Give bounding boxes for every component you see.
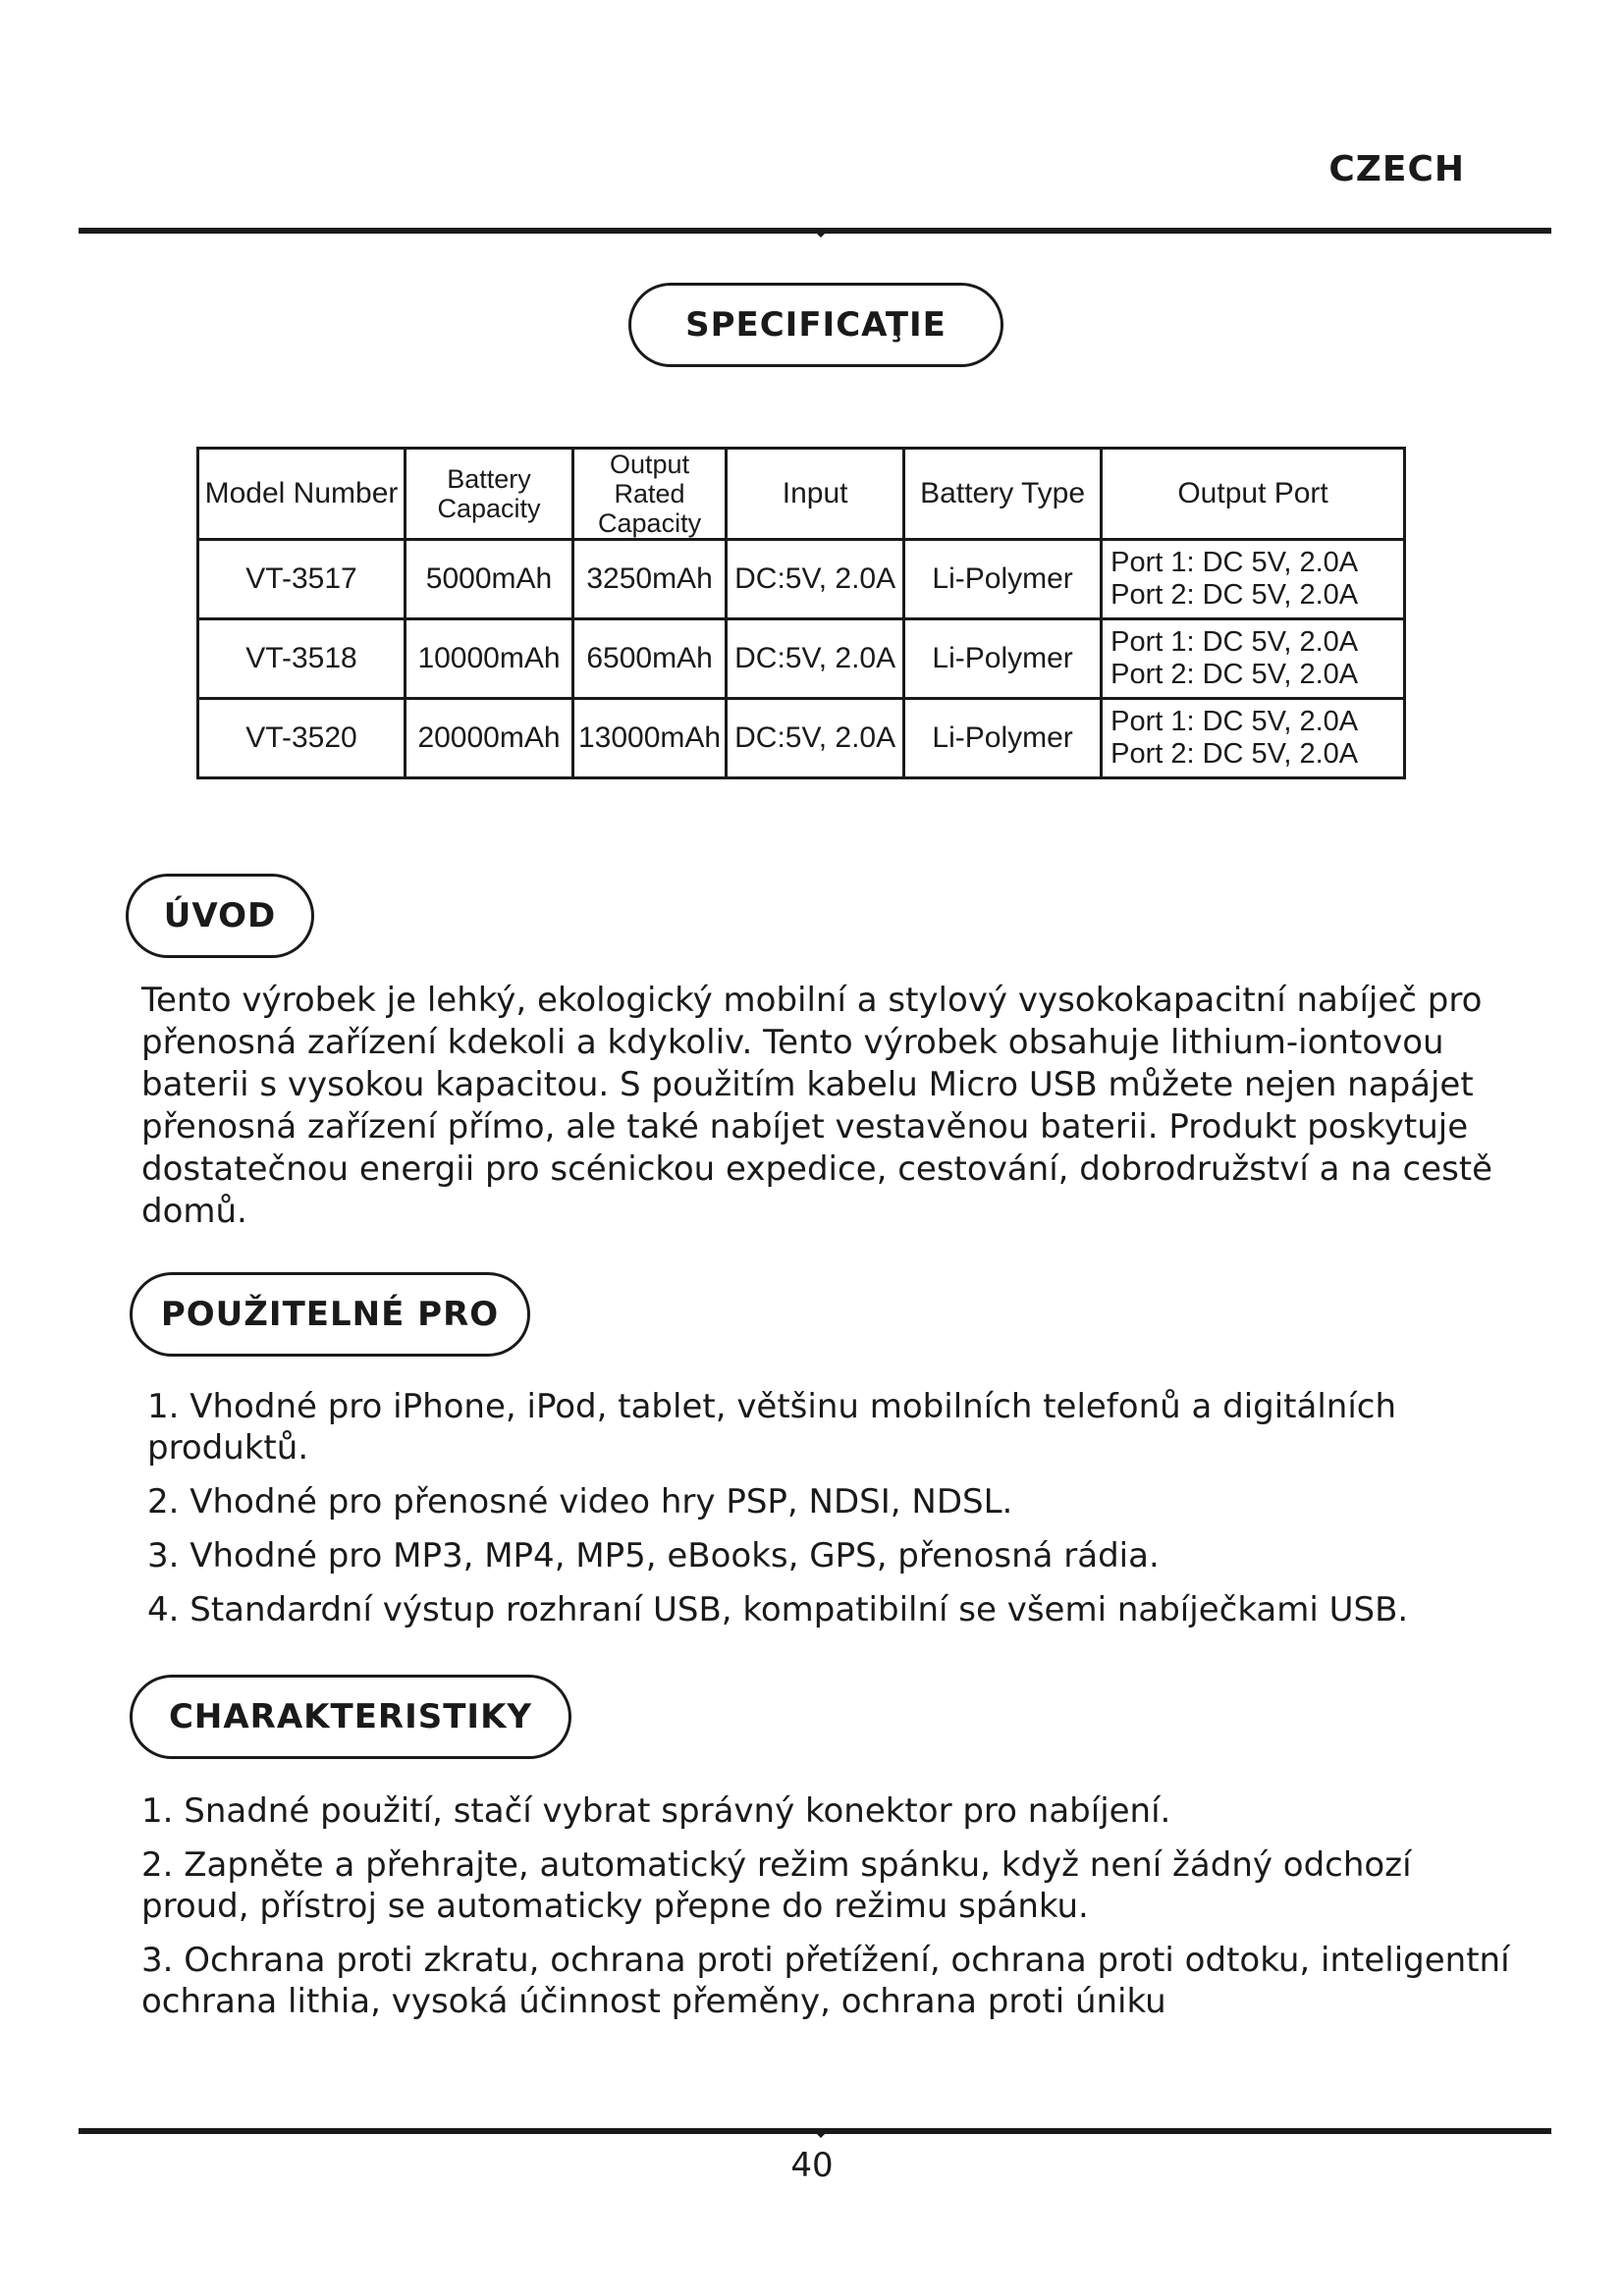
cell-rated: 13000mAh [573, 699, 727, 778]
port-1: Port 1: DC 5V, 2.0A [1110, 706, 1359, 737]
cell-type: Li-Polymer [904, 699, 1102, 778]
port-1: Port 1: DC 5V, 2.0A [1110, 547, 1359, 578]
cell-rated: 3250mAh [573, 540, 727, 619]
cell-output-port [1102, 619, 1405, 699]
table-row [198, 619, 1405, 699]
cell-output-port [1102, 540, 1405, 619]
col-input: Input [727, 449, 904, 540]
page-number: 40 [790, 2146, 834, 2185]
pouzitelne-list [147, 1386, 1522, 1643]
list-item: 2. Vhodné pro přenosné video hry PSP, NDSI, NDSL. [147, 1482, 1013, 1522]
port-1: Port 1: DC 5V, 2.0A [1110, 626, 1359, 658]
list-item: 1. Vhodné pro iPhone, iPod, tablet, většinu mobilních telefonů a digitálních produktů. [147, 1387, 1397, 1468]
cell-model: VT-3520 [198, 699, 406, 778]
cell-capacity: 20000mAh [406, 699, 573, 778]
col-battery-capacity: Battery Capacity [406, 449, 573, 540]
col-output-port: Output Port [1102, 449, 1405, 540]
cell-type: Li-Polymer [904, 619, 1102, 699]
charakteristiky-list [141, 1790, 1516, 2035]
port-2: Port 2: DC 5V, 2.0A [1110, 579, 1359, 611]
port-2: Port 2: DC 5V, 2.0A [1110, 738, 1359, 770]
cell-capacity: 10000mAh [406, 619, 573, 699]
language-label: CZECH [1328, 149, 1465, 189]
table-row [198, 540, 1405, 619]
cell-input: DC:5V, 2.0A [727, 540, 904, 619]
list-item: 1. Snadné použití, stačí vybrat správný konektor pro nabíjení. [141, 1791, 1171, 1831]
bottom-divider [79, 2128, 1551, 2134]
list-item: 2. Zapněte a přehrajte, automatický režim spánku, když není žádný odchozí proud, přístroj se automaticky přepne do režimu spánku. [141, 1845, 1412, 1926]
list-item: 3. Ochrana proti zkratu, ochrana proti přetížení, ochrana proti odtoku, inteligentní ochrana lithia, vysoká účinnost přeměny, ochrana proti úniku [141, 1941, 1510, 2021]
section-title-charakteristiky: CHARAKTERISTIKY [130, 1675, 571, 1759]
section-title-pouzitelne: POUŽITELNÉ PRO [130, 1272, 530, 1357]
specification-table [196, 447, 1406, 779]
section-title-specification: SPECIFICAŢIE [628, 283, 1003, 367]
col-model-number: Model Number [198, 449, 406, 540]
cell-input: DC:5V, 2.0A [727, 619, 904, 699]
cell-model: VT-3518 [198, 619, 406, 699]
cell-output-port [1102, 699, 1405, 778]
cell-model: VT-3517 [198, 540, 406, 619]
section-title-uvod: ÚVOD [126, 874, 314, 958]
cell-rated: 6500mAh [573, 619, 727, 699]
col-battery-type: Battery Type [904, 449, 1102, 540]
uvod-paragraph: Tento výrobek je lehký, ekologický mobilní a stylový vysokokapacitní nabíječ pro přenosná zařízení kdekoli a kdykoliv. Tento výrobek obsahuje lithium-iontovou baterii s vysokou kapacitou. S použitím kabelu Micro USB můžete nejen napájet přenosná zařízení přímo, ale také nabíjet vestavěnou baterii. Produkt poskytuje dostatečnou energii pro scénickou expedice, cestování, dobrodružství a na cestě domů. [141, 981, 1493, 1231]
list-item: 3. Vhodné pro MP3, MP4, MP5, eBooks, GPS, přenosná rádia. [147, 1536, 1160, 1575]
table-header-row [198, 449, 1405, 540]
port-2: Port 2: DC 5V, 2.0A [1110, 659, 1359, 690]
top-divider [79, 228, 1551, 234]
col-output-rated-capacity: Output Rated Capacity [573, 449, 727, 540]
table-row [198, 699, 1405, 778]
list-item: 4. Standardní výstup rozhraní USB, kompatibilní se všemi nabíječkami USB. [147, 1590, 1409, 1629]
cell-type: Li-Polymer [904, 540, 1102, 619]
cell-input: DC:5V, 2.0A [727, 699, 904, 778]
cell-capacity: 5000mAh [406, 540, 573, 619]
